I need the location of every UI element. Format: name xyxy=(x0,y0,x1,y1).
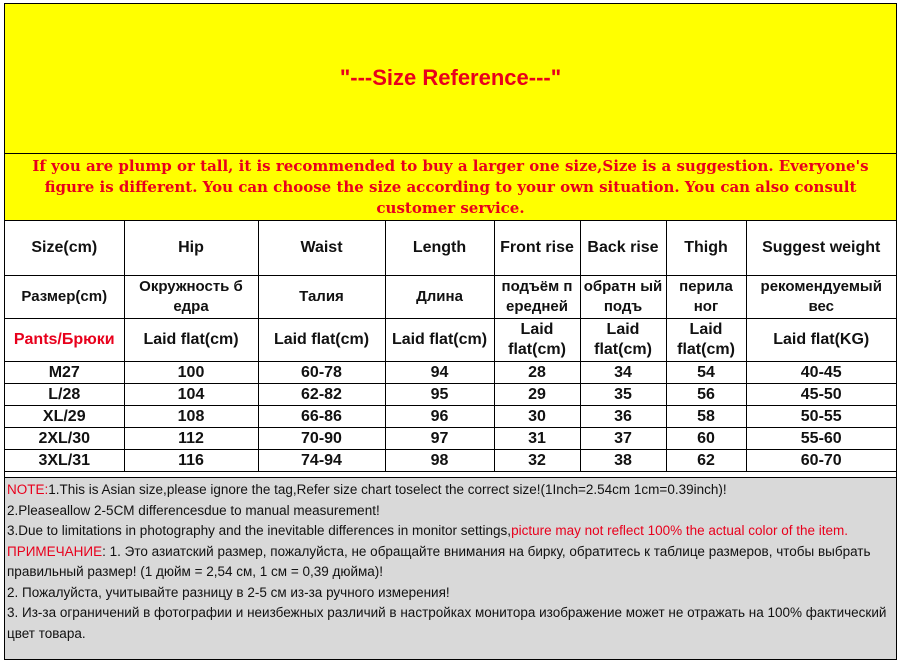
header-cell: Laid flat(cm) xyxy=(385,319,494,362)
note-ru-3: 3. Из-за ограничений в фотографии и неизбежных различий в настройках монитора изображение может не отражать на 100% фактический цвет товара. xyxy=(7,605,887,641)
table-row xyxy=(5,450,896,472)
header-cell: Length xyxy=(385,221,494,276)
table-cell: 108 xyxy=(124,406,258,428)
size-chart-sheet xyxy=(4,3,897,660)
title-text: "---Size Reference---" xyxy=(339,64,562,90)
header-cell: Back rise xyxy=(580,221,666,276)
header-cell: Suggest weight xyxy=(746,221,896,276)
table-cell: 60-70 xyxy=(746,450,896,472)
header-row-unit xyxy=(5,319,896,362)
table-cell: 32 xyxy=(494,450,580,472)
table-cell: 30 xyxy=(494,406,580,428)
header-cell: Laid flat(cm) xyxy=(124,319,258,362)
table-cell: 94 xyxy=(385,362,494,384)
note-text: 3.Due to limitations in photography and the inevitable differences in monitor settings, xyxy=(7,523,512,538)
header-cell: обратн ый подъ xyxy=(580,276,666,319)
table-cell: 28 xyxy=(494,362,580,384)
header-row-en xyxy=(5,221,896,276)
header-cell: Thigh xyxy=(666,221,746,276)
table-cell: 95 xyxy=(385,384,494,406)
size-cell: M27 xyxy=(5,362,124,384)
note-red-text: picture may not reflect 100% the actual color of the item. xyxy=(511,523,848,538)
table-cell: 38 xyxy=(580,450,666,472)
note-2: 2.Pleaseallow 2-5CM differencesdue to manual measurement! xyxy=(7,502,380,518)
table-cell: 74-94 xyxy=(258,450,385,472)
table-cell: 54 xyxy=(666,362,746,384)
note-prefix: NOTE: xyxy=(7,482,49,497)
table-row xyxy=(5,406,896,428)
table-cell: 112 xyxy=(124,428,258,450)
table-cell: 50-55 xyxy=(746,406,896,428)
header-cell: Front rise xyxy=(494,221,580,276)
header-cell: Laid flat(cm) xyxy=(258,319,385,362)
pants-label: Pants/Брюки xyxy=(5,319,124,362)
table-cell: 40-45 xyxy=(746,362,896,384)
header-cell: перила ног xyxy=(666,276,746,319)
note-text: 1.This is Asian size,please ignore the tag,Refer size chart toselect the correct size!(1Inch=2.54cm 1cm=0.39inch)! xyxy=(48,482,727,497)
header-cell: Окружность б едра xyxy=(124,276,258,319)
header-cell: Длина xyxy=(385,276,494,319)
header-cell: Laid flat(KG) xyxy=(746,319,896,362)
table-cell: 98 xyxy=(385,450,494,472)
table-cell: 66-86 xyxy=(258,406,385,428)
note-3 xyxy=(7,521,894,542)
table-cell: 97 xyxy=(385,428,494,450)
size-table xyxy=(5,221,896,472)
table-cell: 34 xyxy=(580,362,666,384)
header-cell: Laid flat(cm) xyxy=(580,319,666,362)
header-cell: Waist xyxy=(258,221,385,276)
table-cell: 60-78 xyxy=(258,362,385,384)
table-cell: 96 xyxy=(385,406,494,428)
header-cell: Талия xyxy=(258,276,385,319)
header-cell: Laid flat(cm) xyxy=(494,319,580,362)
table-cell: 55-60 xyxy=(746,428,896,450)
table-cell: 104 xyxy=(124,384,258,406)
table-cell: 62-82 xyxy=(258,384,385,406)
header-cell: Hip xyxy=(124,221,258,276)
table-cell: 37 xyxy=(580,428,666,450)
table-row xyxy=(5,428,896,450)
header-cell: Размер(cm) xyxy=(5,276,124,319)
table-row xyxy=(5,362,896,384)
size-notice: If you are plump or tall, it is recommended to buy a larger one size,Size is a suggestion. Everyone's figure is different. You can choose the size according to your own situation. You can also consult customer service. xyxy=(5,154,896,221)
table-cell: 31 xyxy=(494,428,580,450)
note-ru-prefix: ПРИМЕЧАНИЕ xyxy=(7,543,103,559)
table-cell: 100 xyxy=(124,362,258,384)
table-cell: 35 xyxy=(580,384,666,406)
table-cell: 36 xyxy=(580,406,666,428)
table-cell: 70-90 xyxy=(258,428,385,450)
table-cell: 116 xyxy=(124,450,258,472)
size-cell: 2XL/30 xyxy=(5,428,124,450)
table-cell: 56 xyxy=(666,384,746,406)
header-row-ru xyxy=(5,276,896,319)
note-1 xyxy=(7,480,894,501)
note-ru-1 xyxy=(7,542,894,583)
note-ru-2: 2. Пожалуйста, учитывайте разницу в 2-5 см из-за ручного измерения! xyxy=(7,584,450,600)
table-row xyxy=(5,384,896,406)
table-cell: 29 xyxy=(494,384,580,406)
size-cell: 3XL/31 xyxy=(5,450,124,472)
notes-panel xyxy=(5,477,896,659)
header-cell: Size(cm) xyxy=(5,221,124,276)
note-text: : 1. Это азиатский размер, пожалуйста, не обращайте внимания на бирку, обратитесь к таблице размеров, чтобы выбрать правильный размер! (1 дюйм = 2,54 см, 1 см = 0,39 дюйма)! xyxy=(7,543,871,579)
table-cell: 45-50 xyxy=(746,384,896,406)
size-reference-title xyxy=(5,4,896,154)
size-cell: XL/29 xyxy=(5,406,124,428)
header-cell: рекомендуемый вес xyxy=(746,276,896,319)
size-cell: L/28 xyxy=(5,384,124,406)
table-cell: 62 xyxy=(666,450,746,472)
header-cell: Laid flat(cm) xyxy=(666,319,746,362)
table-cell: 60 xyxy=(666,428,746,450)
table-cell: 58 xyxy=(666,406,746,428)
header-cell: подъём п ередней xyxy=(494,276,580,319)
